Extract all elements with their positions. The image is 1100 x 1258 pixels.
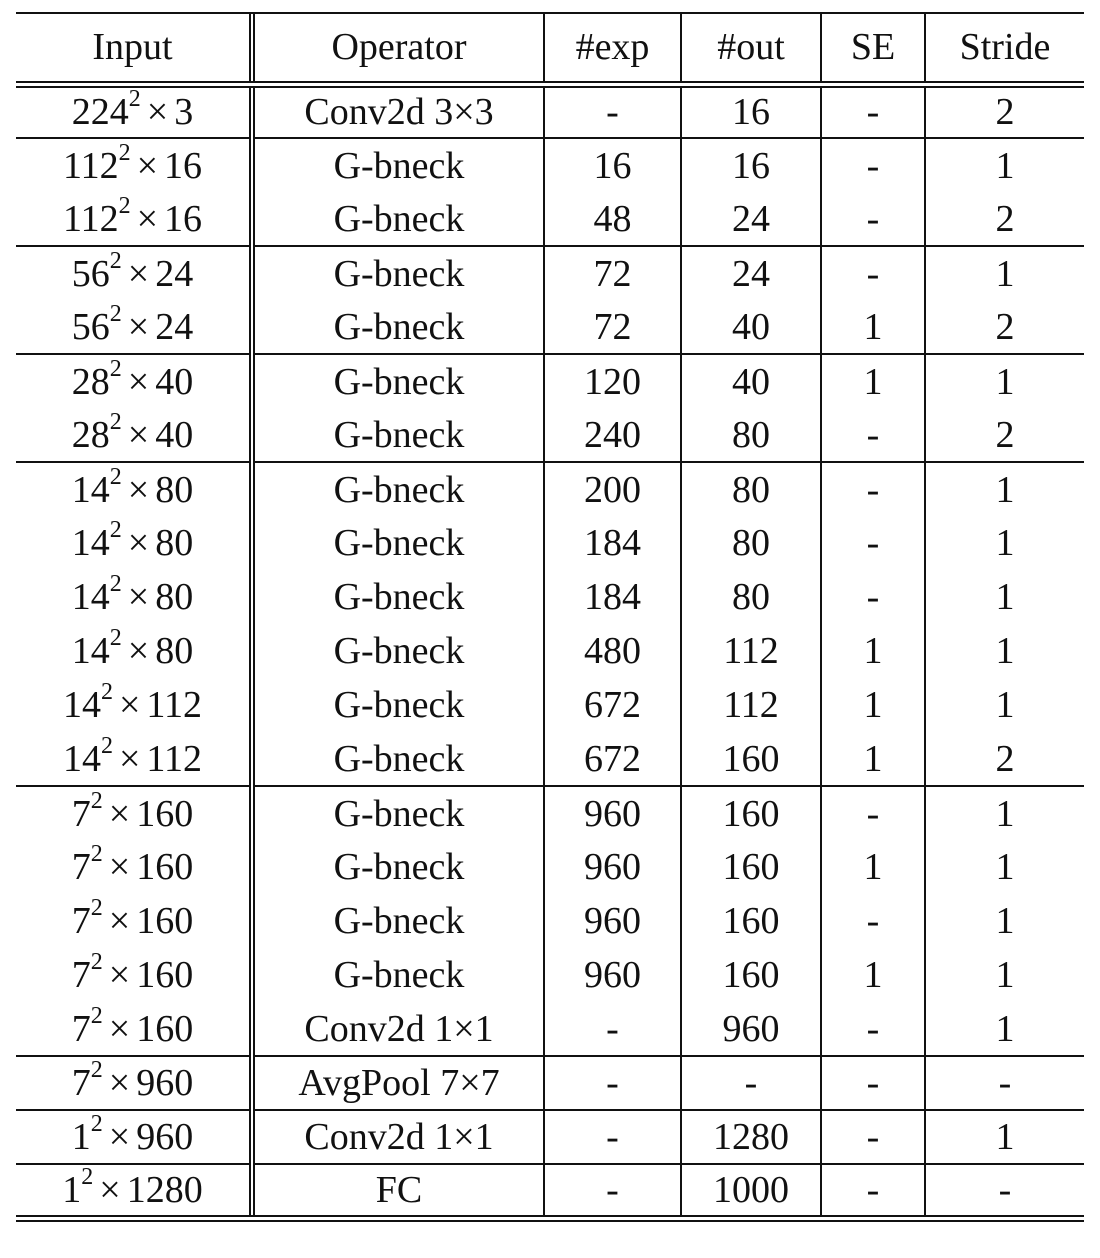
cell-exp: - (544, 1056, 681, 1110)
cell-operator: G-bneck (252, 678, 544, 732)
cell-se: 1 (821, 678, 925, 732)
cell-out: 112 (681, 678, 821, 732)
input-spatial-size: 1 (62, 1168, 82, 1211)
input-exponent: 2 (90, 1111, 103, 1137)
input-exponent: 2 (109, 517, 122, 543)
input-exponent: 2 (90, 1057, 103, 1083)
cell-operator: G-bneck (252, 786, 544, 840)
cell-exp: 672 (544, 732, 681, 786)
cell-se: 1 (821, 732, 925, 786)
cell-input (16, 570, 252, 624)
cell-exp: 184 (544, 570, 681, 624)
cell-input (16, 678, 252, 732)
input-exponent: 2 (90, 1002, 103, 1029)
cell-se: - (821, 138, 925, 192)
cell-operator: G-bneck (252, 732, 544, 786)
cell-operator: G-bneck (252, 624, 544, 678)
table-row (16, 192, 1084, 246)
cell-out: 80 (681, 408, 821, 462)
cell-input (16, 354, 252, 408)
table-row (16, 948, 1084, 1002)
cell-input (16, 948, 252, 1002)
cell-stride: - (925, 1056, 1084, 1110)
cell-stride: 2 (995, 413, 1015, 456)
cell-out: 80 (681, 516, 821, 570)
input-channels: 160 (136, 954, 194, 996)
cell-operator: Conv2d 3×3 (252, 84, 544, 138)
cell-stride: 2 (925, 84, 1084, 138)
table-row (16, 1056, 1084, 1110)
cell-exp: 960 (544, 948, 681, 1002)
times-symbol: × (118, 684, 141, 726)
input-exponent: 2 (109, 463, 122, 490)
cell-input (16, 246, 252, 300)
table-row (16, 570, 1084, 624)
cell-stride: 2 (995, 305, 1015, 348)
input-exponent: 2 (109, 625, 122, 651)
cell-operator: G-bneck (252, 138, 544, 192)
cell-exp: 184 (544, 516, 681, 570)
cell-operator: G-bneck (252, 516, 544, 570)
table-row (16, 300, 1084, 354)
times-symbol: × (127, 576, 150, 618)
cell-out: 16 (681, 138, 821, 192)
input-channels: 16 (164, 197, 203, 240)
input-spatial-size: 7 (71, 792, 91, 835)
input-spatial-size: 14 (62, 684, 101, 726)
header-out: #out (681, 14, 821, 84)
times-symbol: × (136, 144, 159, 187)
cell-exp: 72 (544, 246, 681, 300)
cell-out: 1000 (681, 1164, 821, 1218)
cell-input (16, 840, 252, 894)
input-channels: 80 (155, 468, 194, 511)
input-spatial-size: 224 (71, 91, 129, 134)
cell-operator: G-bneck (252, 300, 544, 354)
cell-exp: 200 (544, 462, 681, 516)
table-row (16, 1002, 1084, 1056)
cell-stride: 1 (995, 630, 1015, 672)
cell-input (16, 1110, 252, 1164)
cell-se: - (821, 516, 925, 570)
input-spatial-size: 14 (71, 630, 110, 672)
input-exponent: 2 (109, 355, 122, 382)
cell-stride: - (925, 1164, 1084, 1218)
input-channels: 960 (136, 1062, 194, 1104)
header-operator: Operator (252, 14, 544, 84)
input-spatial-size: 7 (71, 900, 91, 942)
cell-se: 1 (821, 300, 925, 354)
cell-stride: 1 (995, 522, 1015, 564)
times-symbol: × (108, 792, 131, 835)
input-spatial-size: 7 (71, 1007, 91, 1050)
cell-out: 960 (681, 1002, 821, 1056)
input-exponent: 2 (90, 895, 103, 921)
cell-operator: G-bneck (252, 948, 544, 1002)
cell-input (16, 462, 252, 516)
times-symbol: × (127, 630, 150, 672)
architecture-table-container (16, 0, 1084, 1222)
cell-out: 80 (681, 570, 821, 624)
input-spatial-size: 14 (71, 468, 110, 511)
input-spatial-size: 56 (71, 252, 110, 295)
input-channels: 80 (155, 630, 194, 672)
input-spatial-size: 28 (71, 360, 110, 403)
cell-out: 24 (681, 246, 821, 300)
table-row (16, 246, 1084, 300)
input-channels: 160 (136, 792, 194, 835)
cell-exp: - (544, 1164, 681, 1218)
cell-operator: G-bneck (252, 840, 544, 894)
cell-stride: 1 (925, 786, 1084, 840)
input-spatial-size: 7 (71, 846, 91, 888)
input-exponent: 2 (118, 192, 131, 219)
input-exponent: 2 (128, 86, 141, 113)
input-exponent: 2 (109, 571, 122, 597)
input-channels: 80 (155, 576, 194, 618)
cell-operator: AvgPool 7×7 (252, 1056, 544, 1110)
cell-operator: G-bneck (252, 462, 544, 516)
header-stride: Stride (959, 26, 1051, 69)
cell-input (16, 786, 252, 840)
input-spatial-size: 14 (71, 522, 110, 564)
table-row (16, 732, 1084, 786)
cell-stride: 1 (925, 246, 1084, 300)
cell-out: 80 (681, 462, 821, 516)
input-exponent: 2 (90, 787, 103, 814)
cell-stride: 1 (995, 900, 1015, 942)
cell-operator: G-bneck (252, 246, 544, 300)
cell-input (16, 84, 252, 138)
input-spatial-size: 14 (71, 576, 110, 618)
table-body (16, 84, 1084, 1218)
input-channels: 40 (155, 360, 194, 403)
cell-stride: 1 (995, 954, 1015, 996)
cell-out: 160 (681, 840, 821, 894)
cell-operator: Conv2d 1×1 (252, 1110, 544, 1164)
times-symbol: × (108, 1007, 131, 1050)
cell-out: 16 (681, 84, 821, 138)
table-row (16, 786, 1084, 840)
input-exponent: 2 (90, 841, 103, 867)
input-channels: 80 (155, 522, 194, 564)
input-exponent: 2 (109, 408, 122, 435)
table-row (16, 840, 1084, 894)
cell-input (16, 1002, 252, 1056)
input-channels: 40 (155, 413, 194, 456)
input-spatial-size: 14 (62, 737, 101, 780)
cell-input (16, 138, 252, 192)
times-symbol: × (127, 522, 150, 564)
cell-input (16, 624, 252, 678)
cell-exp: 48 (544, 192, 681, 246)
cell-out: 112 (681, 624, 821, 678)
input-channels: 112 (146, 684, 203, 726)
cell-stride: 1 (925, 1110, 1084, 1164)
cell-input (16, 516, 252, 570)
input-spatial-size: 1 (71, 1116, 91, 1158)
header-row (16, 14, 1084, 84)
table-row (16, 894, 1084, 948)
cell-se: - (821, 570, 925, 624)
cell-se: - (821, 1164, 925, 1218)
table-row (16, 138, 1084, 192)
cell-out: 40 (681, 300, 821, 354)
times-symbol: × (108, 954, 131, 996)
cell-input (16, 1056, 252, 1110)
times-symbol: × (108, 1116, 131, 1158)
cell-se: 1 (821, 840, 925, 894)
cell-operator: G-bneck (252, 408, 544, 462)
cell-stride: 1 (925, 138, 1084, 192)
input-exponent: 2 (90, 949, 103, 975)
cell-stride: 1 (925, 354, 1084, 408)
cell-input (16, 1164, 252, 1218)
cell-out: 1280 (681, 1110, 821, 1164)
cell-operator: G-bneck (252, 354, 544, 408)
times-symbol: × (108, 900, 131, 942)
cell-se: - (821, 84, 925, 138)
input-channels: 1280 (126, 1168, 203, 1211)
table-row (16, 678, 1084, 732)
cell-input (16, 192, 252, 246)
cell-exp: 72 (544, 300, 681, 354)
cell-input (16, 300, 252, 354)
input-channels: 3 (174, 91, 194, 134)
cell-operator: FC (252, 1164, 544, 1218)
cell-exp: 240 (544, 408, 681, 462)
times-symbol: × (99, 1168, 121, 1211)
input-channels: 160 (136, 846, 194, 888)
header-input: Input (16, 14, 252, 84)
times-symbol: × (118, 737, 141, 780)
cell-exp: 16 (544, 138, 681, 192)
cell-exp: 120 (544, 354, 681, 408)
cell-exp: - (544, 1110, 681, 1164)
cell-stride: 1 (995, 1007, 1015, 1050)
cell-operator: G-bneck (252, 192, 544, 246)
table-row (16, 1110, 1084, 1164)
cell-out: 160 (681, 732, 821, 786)
input-exponent: 2 (118, 139, 131, 166)
cell-stride: 1 (995, 684, 1015, 726)
header-exp: #exp (544, 14, 681, 84)
cell-operator: G-bneck (252, 894, 544, 948)
times-symbol: × (127, 252, 150, 295)
cell-stride: 1 (925, 462, 1084, 516)
cell-stride: 1 (995, 846, 1015, 888)
cell-se: - (821, 408, 925, 462)
table-row (16, 462, 1084, 516)
cell-input (16, 408, 252, 462)
architecture-table (16, 14, 1084, 1222)
table-row (16, 408, 1084, 462)
cell-out: - (681, 1056, 821, 1110)
cell-out: 24 (681, 192, 821, 246)
cell-exp: 960 (544, 894, 681, 948)
input-channels: 160 (136, 1007, 194, 1050)
cell-se: - (821, 1002, 925, 1056)
cell-se: - (821, 1110, 925, 1164)
cell-out: 160 (681, 786, 821, 840)
cell-se: - (821, 462, 925, 516)
cell-se: - (821, 246, 925, 300)
cell-out: 160 (681, 948, 821, 1002)
cell-exp: 960 (544, 786, 681, 840)
cell-operator: G-bneck (252, 570, 544, 624)
cell-stride: 1 (995, 576, 1015, 618)
input-channels: 960 (136, 1116, 194, 1158)
times-symbol: × (146, 91, 169, 134)
input-channels: 160 (136, 900, 194, 942)
input-spatial-size: 28 (71, 413, 110, 456)
table-row (16, 624, 1084, 678)
input-spatial-size: 7 (71, 954, 91, 996)
cell-out: 40 (681, 354, 821, 408)
cell-se: 1 (821, 354, 925, 408)
cell-exp: 480 (544, 624, 681, 678)
cell-exp: - (544, 1002, 681, 1056)
input-spatial-size: 112 (62, 144, 119, 187)
times-symbol: × (108, 846, 131, 888)
cell-operator: Conv2d 1×1 (252, 1002, 544, 1056)
table-row (16, 516, 1084, 570)
input-spatial-size: 112 (62, 197, 119, 240)
cell-se: - (821, 1056, 925, 1110)
input-spatial-size: 7 (71, 1062, 91, 1104)
cell-input (16, 894, 252, 948)
cell-out: 160 (681, 894, 821, 948)
input-spatial-size: 56 (71, 305, 110, 348)
table-row (16, 84, 1084, 138)
input-exponent: 2 (109, 247, 122, 274)
input-channels: 24 (155, 305, 194, 348)
cell-exp: - (544, 84, 681, 138)
input-channels: 112 (146, 737, 203, 780)
header-se: SE (821, 14, 925, 84)
cell-se: - (821, 192, 925, 246)
cell-se: 1 (821, 624, 925, 678)
times-symbol: × (127, 305, 150, 348)
cell-stride: 2 (995, 197, 1015, 240)
cell-se: - (821, 786, 925, 840)
times-symbol: × (127, 360, 150, 403)
input-exponent: 2 (100, 732, 113, 759)
input-exponent: 2 (81, 1163, 94, 1190)
times-symbol: × (108, 1062, 131, 1104)
times-symbol: × (127, 413, 150, 456)
table-row (16, 354, 1084, 408)
input-channels: 16 (164, 144, 203, 187)
input-exponent: 2 (100, 679, 113, 705)
cell-se: - (821, 894, 925, 948)
cell-exp: 960 (544, 840, 681, 894)
cell-input (16, 732, 252, 786)
cell-exp: 672 (544, 678, 681, 732)
cell-stride: 2 (995, 737, 1015, 780)
times-symbol: × (127, 468, 150, 511)
table-header (16, 14, 1084, 84)
times-symbol: × (136, 197, 159, 240)
input-exponent: 2 (109, 300, 122, 327)
cell-se: 1 (821, 948, 925, 1002)
table-row (16, 1164, 1084, 1218)
input-channels: 24 (155, 252, 194, 295)
